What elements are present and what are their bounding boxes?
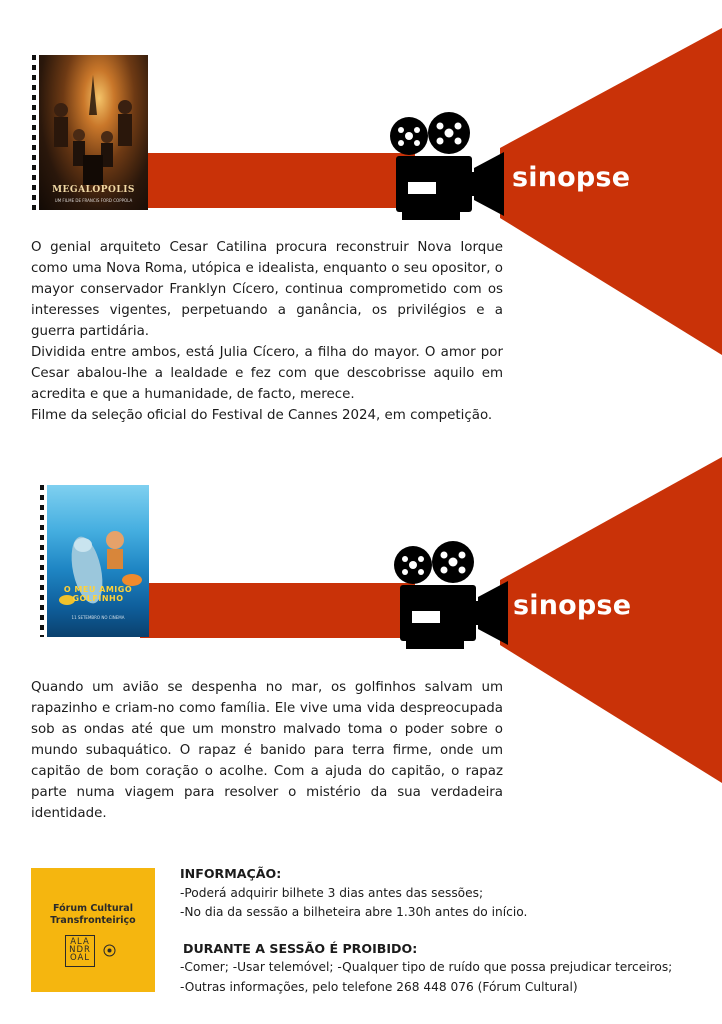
beam-bar-2	[140, 583, 415, 638]
synopsis-megalopolis	[31, 237, 503, 426]
poster-title: O MEU AMIGO GOLFINHO	[63, 585, 133, 603]
film-projector-icon	[388, 112, 506, 224]
poster-title: MEGALOPOLIS	[52, 185, 135, 195]
logo-line-1: Fórum Cultural	[53, 903, 133, 914]
mark-line: NDR	[69, 945, 91, 955]
film-strip-perforation	[38, 485, 47, 637]
prohibited-line: -Outras informações, pelo telefone 268 448 076 (Fórum Cultural)	[180, 979, 578, 994]
info-line: -Poderá adquirir bilhete 3 dias antes das sessões;	[180, 885, 484, 900]
beam-bar-1	[140, 153, 415, 208]
info-heading: INFORMAÇÃO:	[180, 866, 282, 881]
alandroal-mark	[65, 935, 95, 967]
synopsis-paragraph: Quando um avião se despenha no mar, os golfinhos salvam um rapazinho e criam-no como família. Ele vive uma vida despreocupada sob as ondas até que um monstro malvado toma o poder sobre o mundo subaquático. O rapaz é banido para terra firme, onde um capitão de bom coração o acolhe. Com a ajuda do capitão, o rapaz parte numa viagem para resolver o mistério da sua verdadeira identidade.	[31, 680, 503, 821]
info-line: -No dia da sessão a bilheteira abre 1.30h antes do início.	[180, 905, 528, 919]
logo-line-2: Transfronteiriço	[50, 915, 136, 926]
poster-credit: UM FILME DE FRANCIS FORD COPPOLA	[54, 198, 133, 203]
film-strip-perforation	[30, 55, 39, 210]
mark-line: ALA	[70, 937, 90, 947]
film-projector-icon	[392, 541, 510, 653]
prohibited-line: -Comer; -Usar telemóvel; -Qualquer tipo de ruído que possa prejudicar terceiros;	[180, 960, 673, 974]
mark-line: OAL	[69, 953, 91, 963]
synopsis-paragraph: Filme da seleção oficial do Festival de Cannes 2024, em competição.	[31, 408, 493, 423]
synopsis-paragraph: O genial arquiteto Cesar Catilina procura reconstruir Nova Iorque como uma Nova Roma, utópica e idealista, enquanto o seu opositor, o mayor conservador Franklyn Cícero, continua comprometido com os interesses vigentes, perpetuando a ganância, os privilégios e a guerra partidária.	[31, 240, 503, 339]
sinopse-label: sinopse	[513, 590, 632, 621]
prohibited-heading: DURANTE A SESSÃO É PROIBIDO:	[183, 940, 418, 956]
poster-o-meu-amigo-golfinho	[38, 485, 149, 637]
synopsis-paragraph: Dividida entre ambos, está Julia Cícero, a filha do mayor. O amor por Cesar abalou-lhe a lealdade e fez com que descobrisse aquilo em acredita e que a humanidade, de facto, merece.	[31, 345, 503, 402]
forum-cultural-logo	[31, 868, 155, 992]
poster-credit: 11 SETEMBRO NO CINEMA	[71, 615, 125, 620]
municipal-seal-icon	[103, 944, 116, 957]
info-block	[180, 864, 710, 997]
synopsis-golfinho	[31, 677, 503, 824]
poster-megalopolis	[30, 55, 148, 210]
sinopse-label: sinopse	[512, 162, 631, 193]
